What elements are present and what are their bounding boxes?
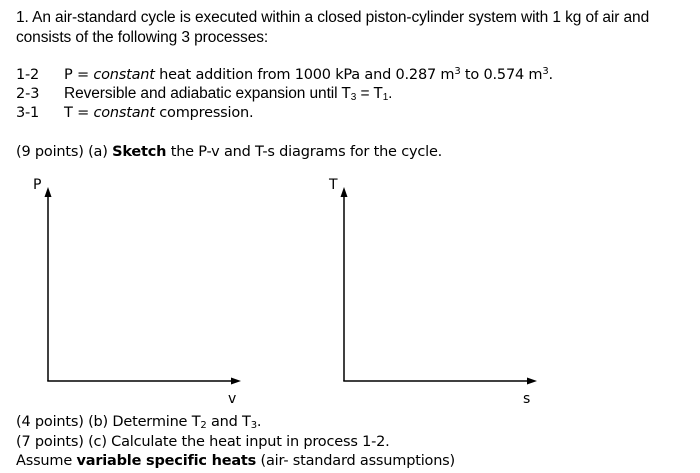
intro-line2-text: consists of the following 3 processes: [16,29,269,46]
pv-diagram [45,187,242,385]
ts-x-arrow-icon [527,378,537,385]
part-b-text: (4 points) (b) Determine T [16,414,201,430]
process-text-mid: = T [356,85,383,102]
pv-x-axis-label: v [228,391,237,407]
process-italic: constant [93,67,155,83]
assumption-bold: variable specific heats [76,453,257,469]
pv-y-axis-label: P [33,177,42,193]
assumption-prefix: Assume [16,453,77,469]
subscript: 1 [382,92,389,103]
pv-x-arrow-icon [231,378,241,385]
subscript: 3 [250,420,257,431]
superscript: 3 [542,66,549,77]
part-b-mid: and T [206,414,251,430]
part-c-text: (7 points) (c) Calculate the heat input in process 1-2. [16,434,390,450]
process-id: 2-3 [16,86,40,102]
intro-line1-text: 1. An air-standard cycle is executed within a closed piston-cylinder system with 1 kg of air and [16,9,650,26]
superscript: 3 [454,66,461,77]
process-text-mid: to 0.574 m [460,67,543,83]
part-a-bold: Sketch [112,144,167,160]
assumption-text: (air- standard assumptions) [256,453,455,469]
process-prefix: T = [64,105,94,121]
process-id: 3-1 [16,105,40,121]
assumption-note [16,451,455,471]
part-a-text: the P-v and T-s diagrams for the cycle. [166,144,443,160]
ts-diagram [341,187,538,385]
ts-y-arrow-icon [341,187,348,197]
process-text-end: . [548,67,553,83]
process-id: 1-2 [16,67,40,83]
part-c-question [16,432,390,452]
process-text-end: . [388,85,393,102]
process-text: compression. [154,105,254,121]
subscript: 3 [350,92,357,103]
process-text: heat addition from 1000 kPa and 0.287 m [154,67,455,83]
process-text: Reversible and adiabatic expansion until T [64,85,351,102]
ts-x-axis-label: s [523,391,531,407]
process-italic: constant [93,105,155,121]
ts-y-axis-label: T [329,177,338,193]
process-prefix: P = [64,67,94,83]
subscript: 2 [200,420,207,431]
pv-y-arrow-icon [45,187,52,197]
part-b-question [16,412,261,432]
part-b-end: . [256,414,262,430]
part-a-prefix: (9 points) (a) [16,144,113,160]
